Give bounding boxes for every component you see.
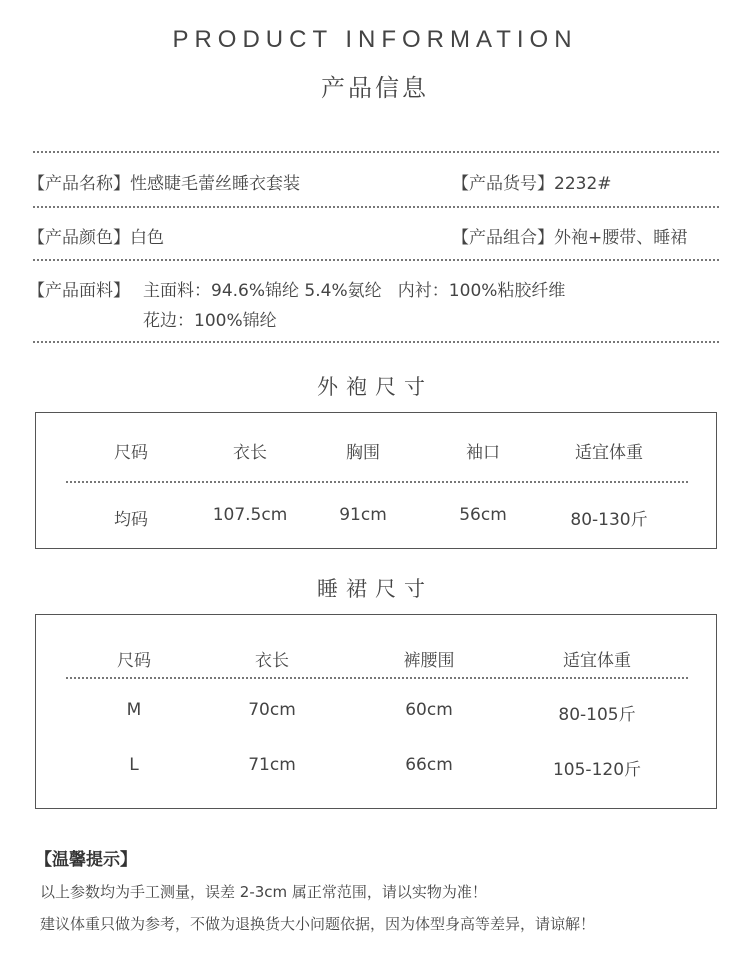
table-cell: 71cm — [248, 755, 296, 775]
tips-line-2: 建议体重只做为参考，不做为退换货大小问题依据，因为体型身高等差异，请谅解！ — [40, 915, 596, 933]
product-combo-row — [452, 223, 687, 248]
product-fabric-line-1: 主面料：94.6%锦纶 5.4%氨纶 内衬：100%粘胶纤维 — [143, 281, 566, 301]
product-combo-label: 【产品组合】 — [452, 228, 554, 248]
table-header-cell: 衣长 — [233, 443, 267, 463]
table-cell: 80-105斤 — [558, 705, 636, 725]
table-cell: L — [129, 755, 139, 775]
table-header-cell: 裤腰围 — [403, 651, 455, 671]
divider — [33, 259, 719, 261]
table-cell: 56cm — [459, 505, 507, 525]
table-header-cell: 尺码 — [114, 443, 148, 463]
product-fabric-label: 【产品面料】 — [28, 281, 130, 301]
tips-line-1: 以上参数均为手工测量，误差 2-3cm 属正常范围，请以实物为准！ — [40, 883, 487, 901]
robe-size-title: 外袍尺寸 — [317, 375, 433, 399]
table-cell: 105-120斤 — [552, 760, 642, 780]
table-cell: M — [126, 700, 142, 720]
table-header-cell: 尺码 — [117, 651, 151, 671]
product-color-label: 【产品颜色】 — [28, 228, 130, 248]
table-cell: 70cm — [248, 700, 296, 720]
product-sku-label: 【产品货号】 — [452, 174, 554, 194]
robe-size-table — [35, 412, 717, 549]
table-cell: 66cm — [405, 755, 453, 775]
page-title-chinese: 产品信息 — [321, 74, 429, 102]
page-title-english: PRODUCT INFORMATION — [172, 26, 578, 53]
divider — [33, 151, 719, 153]
product-combo-value: 外袍+腰带、睡裙 — [554, 228, 688, 248]
product-name-label: 【产品名称】 — [28, 174, 130, 194]
divider — [33, 341, 719, 343]
table-divider — [66, 481, 688, 483]
divider — [33, 206, 719, 208]
table-header-cell: 袖口 — [466, 443, 500, 463]
table-divider — [66, 677, 688, 679]
table-cell: 91cm — [339, 505, 387, 525]
table-header-cell: 衣长 — [255, 651, 289, 671]
product-sku-row — [452, 169, 612, 194]
table-cell: 均码 — [114, 510, 148, 530]
table-header-cell: 胸围 — [346, 443, 380, 463]
product-name-row — [28, 169, 300, 194]
table-header-cell: 适宜体重 — [575, 443, 643, 463]
table-cell: 80-130斤 — [570, 510, 648, 530]
table-header-cell: 适宜体重 — [563, 651, 631, 671]
tips-heading: 【温馨提示】 — [35, 850, 137, 870]
product-color-row — [28, 223, 164, 248]
product-name-value: 性感睫毛蕾丝睡衣套装 — [130, 174, 300, 194]
product-fabric-line-2: 花边：100%锦纶 — [143, 311, 277, 331]
table-cell: 60cm — [405, 700, 453, 720]
product-color-value: 白色 — [130, 228, 164, 248]
dress-size-title: 睡裙尺寸 — [317, 577, 433, 601]
table-cell: 107.5cm — [212, 505, 288, 525]
product-sku-value: 2232# — [554, 174, 612, 194]
dress-size-table — [35, 614, 717, 809]
